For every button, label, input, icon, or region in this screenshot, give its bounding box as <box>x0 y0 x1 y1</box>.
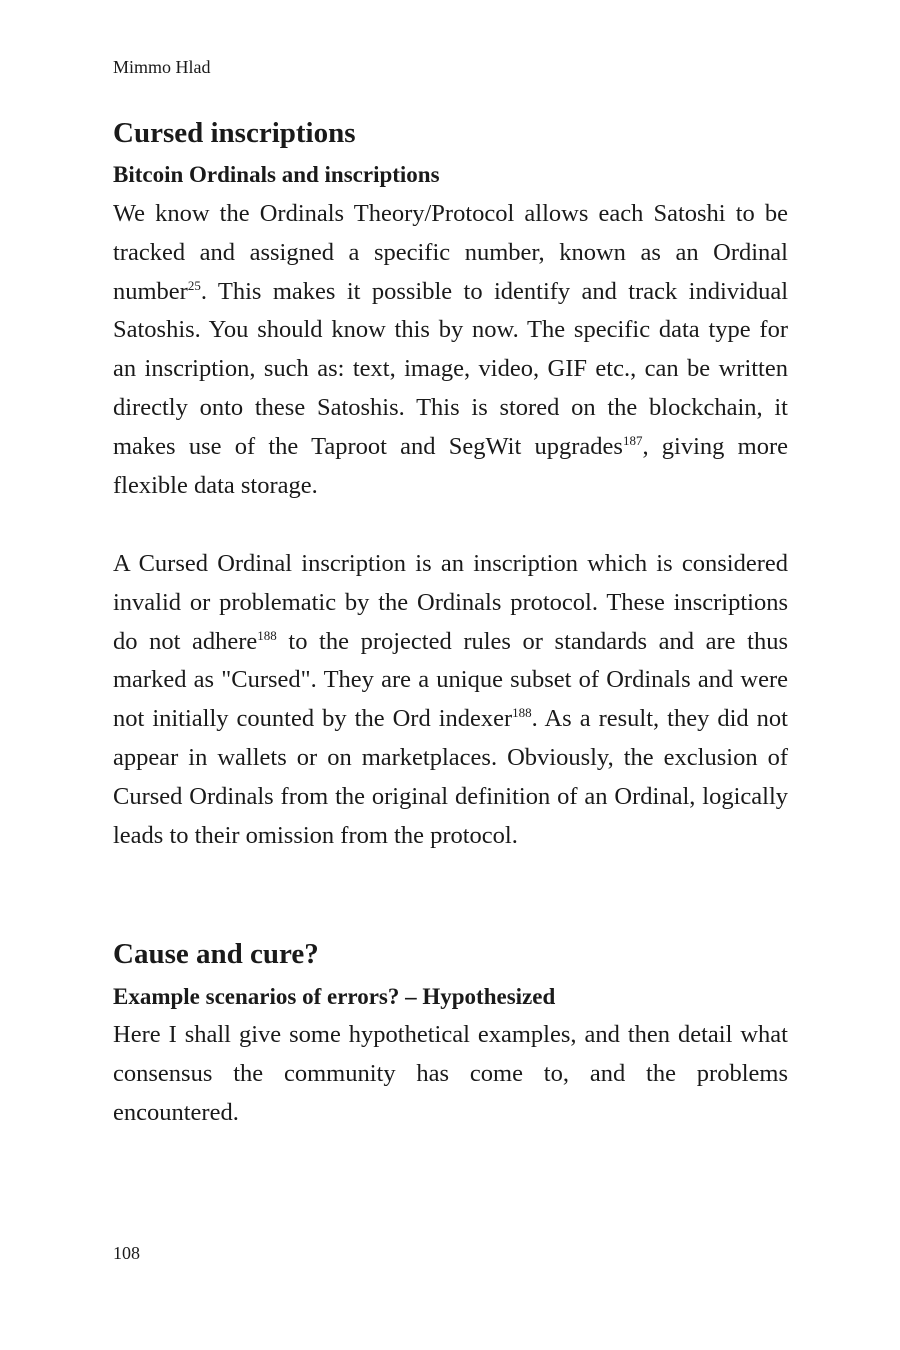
paragraph-text: A Cursed Ordinal inscription is an inscription which is considered invalid or problematic by the Ordinals protocol. These inscriptions do not adhere <box>113 550 788 655</box>
paragraph-hypothetical-examples: Here I shall give some hypothetical examples, and then detail what consensus the community has come to, and the problems encountered. <box>113 1021 788 1126</box>
paragraph-cursed-ordinal <box>113 545 788 855</box>
subsection-title-bitcoin-ordinals: Bitcoin Ordinals and inscriptions <box>113 162 440 187</box>
footnote-ref: 188 <box>512 705 532 721</box>
book-page <box>113 0 788 1350</box>
paragraph-text: to the projected rules or standards and are thus marked as "Cursed". They are a unique subset of Ordinals and were not initially counted by the Ord indexer <box>113 627 789 733</box>
paragraph-text: . This makes it possible to identify and track individual Satoshis. You should know this by now. The specific data type for an inscription, such as: text, image, video, GIF etc., can be written directly onto these Satoshis. This is stored on the blockchain, it makes use of the Taproot and SegWit upgrades <box>113 277 788 460</box>
running-head-author: Mimmo Hlad <box>113 57 211 77</box>
footnote-ref: 188 <box>257 627 277 643</box>
subsection-title-example-scenarios: Example scenarios of errors? – Hypothesized <box>113 984 556 1009</box>
paragraph-text: . As a result, they did not appear in wallets or on marketplaces. Obviously, the exclusion of Cursed Ordinals from the original definition of an Ordinal, logically leads to their omission from the protocol. <box>113 705 788 849</box>
footnote-ref: 25 <box>187 277 201 293</box>
section-title-cause-and-cure: Cause and cure? <box>113 938 319 970</box>
paragraph-text: We know the Ordinals Theory/Protocol allows each Satoshi to be tracked and assigned a specific number, known as an Ordinal number <box>113 200 788 305</box>
page-number: 108 <box>113 1243 140 1263</box>
section-title-cursed-inscriptions: Cursed inscriptions <box>113 117 356 149</box>
paragraph-ordinals-theory <box>113 195 788 505</box>
paragraph-text: , giving more flexible data storage. <box>113 432 788 499</box>
footnote-ref: 187 <box>622 432 643 448</box>
